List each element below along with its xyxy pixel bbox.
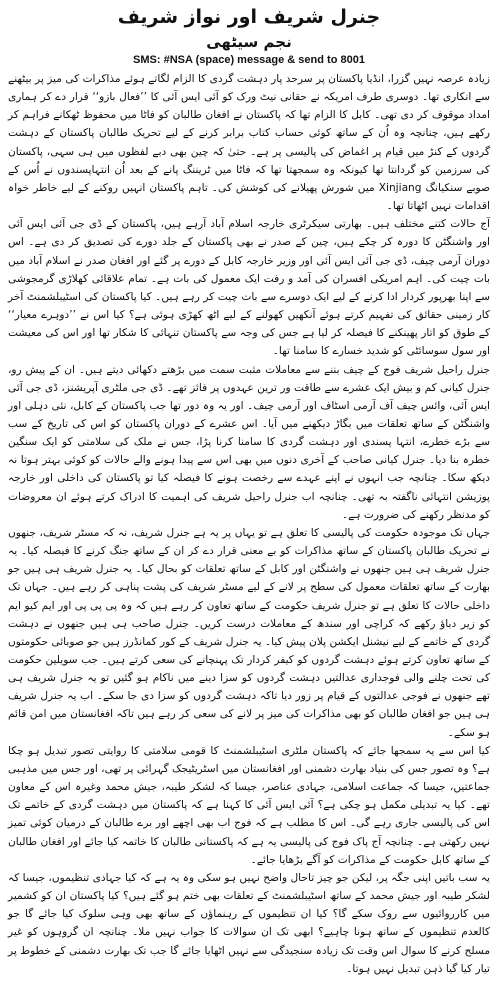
article-title: جنرل شریف اور نواز شریف — [117, 6, 381, 28]
article-paragraph-5: کیا اس سے یہ سمجھا جائے کہ پاکستان ملٹری اسٹیبلشمنٹ کا قومی سلامتی کا روایتی تصور تبدیل ہو چکا ہے؟ وہ تصور جس کی بنیاد بھارت دشمنی اور افغانستان میں اسٹریٹیجک گہرائی پر تھی، اور جس میں مذہبی جماعتیں، جیسا کہ جماعت اسلامی، جہادی عناصر، جیسا کہ لشکر طیبہ، جیش محمد وغیرہ اس کے معاون تھے۔ کیا یہ تبدیلی مکمل ہو چکی ہے؟ آئی ایس آئی کا کہنا ہے کہ پاکستان میں دہشت گردی کے خاتمے تک اس کی پالیسی جاری رہے گی۔ اس کا مطلب ہے کہ فوج اب بھی اچھے اور برے طالبان کے درمیان کوئی تمیز نہیں رکھتی ہے۔ چنانچہ آج پاک فوج کی پالیسی یہ ہے کہ پاکستانی طالبان کا خاتمہ کیا جائے اور افغان طالبان کے ساتھ کابل حکومت کے مذاکرات کو آگے بڑھایا جائے۔ — [8, 744, 490, 866]
sms-instruction: SMS: #NSA (space) message & send to 8001 — [133, 54, 365, 66]
article-paragraph-1: زیادہ عرصہ نہیں گزرا، انڈیا پاکستان پر سرحد پار دہشت گردی کا الزام لگاتے ہوئے مذاکرات کی میز پر بیٹھنے سے انکاری تھا۔ دوسری طرف امریکہ نے حقانی نیٹ ورک کو آئی ایس آئی کا ’’فعال بازو‘‘ قرار دے کر ہماری امداد موقوف کر دی تھی۔ کابل کا الزام تھا کہ پاکستان نے افغان طالبان کو فاٹا میں محفوظ ٹھکانے فراہم کر رکھے ہیں، چنانچہ وہ اُن کے ساتھ کوئی حساب کتاب برابر کرنے کے لیے تحریک طالبان پاکستان کے دہشت گردوں کے کنڑ میں قیام پر اغماض کی پالیسی پر ہے۔ حتیٰ کہ چین بھی دبے لفظوں میں ہی سہی، پاکستان کی سرزمین کو گردانتا تھا کیونکہ وہ سمجھتا تھا کہ فاٹا میں ٹریننگ پانے کے بعد اُن انتہاپسندوں نے اُس کے صوبے سنکیانگ Xinjiang میں شورش پھیلانے کی کوشش کی۔ تاہم پاکستان انہیں روکنے کے لیے خاطر خواہ اقدامات نہیں اٹھاتا تھا۔ — [8, 73, 490, 213]
article-paragraph-2: آج حالات کتنے مختلف ہیں۔ بھارتی سیکرٹری خارجہ اسلام آباد آرہے ہیں، پاکستان کے ڈی جی آئی ایس آئی اور واشنگٹن کا دورہ کر چکے ہیں، چین کے صدر نے بھی پاکستان کے جلد دورے کی تصدیق کر دی ہے۔ اس دوران آرمی چیف، ڈی جی آئی ایس آئی اور وزیر خارجہ کابل کے دورے پر گئے اور افغان صدر نے اسلام آباد میں بات چیت کی۔ اہم امریکی افسران کی آمد و رفت ایک معمول کی بات ہے۔ تمام علاقائی کھلاڑی گرمجوشی سے اپنا بھرپور کردار ادا کرنے کے لیے ایک دوسرے سے بات چیت کر رہے ہیں۔ کیا پاکستان کی اسٹیبلشمنٹ آخر کار زمینی حقائق کی تفہیم کرتے ہوئے آنکھیں کھولنے کے لیے اٹھ کھڑی ہوئی ہے؟ کیا اس نے ’’دوہرے معیار‘‘ کے طوق کو اتار پھینکنے کا فیصلہ کر لیا ہے جس کی وجہ سے پاکستان تنہائی کا شکار تھا اور اس کی معیشت اور سول سوسائٹی کو شدید خسارے کا سامنا تھا۔ — [8, 218, 490, 358]
author-name: نجم سیٹھی — [206, 33, 292, 51]
article-paragraph-6: یہ سب باتیں اپنی جگہ پر، لیکن جو چیز تاحال واضح نہیں ہو سکی وہ یہ ہے کہ کیا جہادی تنظیموں، جیسا کہ لشکر طیبہ اور جیش محمد کے ساتھ اسٹیبلشمنٹ کے تعلقات بھی ختم ہو گئے ہیں؟ کیا پاکستان ان کو کشمیر میں کارروائیوں سے روک سکے گا؟ کیا ان تنظیموں کے رہنماؤں کے ساتھ بھی وہی سلوک کیا جائے گا جو کالعدم تنظیموں کے ساتھ ہونا چاہیے؟ ابھی تک ان سوالات کا جواب نہیں ملا۔ چنانچہ ان گروہوں کو غیر مسلح کرنے کا سوال اس وقت تک زیادہ سنجیدگی سے نہیں اٹھایا جائے گا جب تک بھارت دشمنی کے خطوط پر تیار کیا گیا ذہن تبدیل نہیں ہوتا۔ — [8, 871, 490, 975]
article-body — [8, 70, 490, 978]
article-paragraph-3: جنرل راحیل شریف فوج کے چیف بننے سے معاملات مثبت سمت میں بڑھتے دکھائی دیتے ہیں۔ ان کے پیش رو، جنرل کیانی کم و بیش ایک عشرے سے طاقت ور ترین عہدوں پر فائز تھے۔ ڈی جی ملٹری آپریشنز، ڈی جی آئی ایس آئی، وائس چیف آف آرمی اسٹاف اور آرمی چیف۔ اور یہ وہ دور تھا جب پاکستان کے کابل، نئی دہلی اور واشنگٹن کے ساتھ تعلقات میں بگاڑ دیکھنے میں آیا۔ اس عشرے کے دوران پاکستان کو اس کی تاریخ کے سب سے بڑے خطرے، انتہا پسندی اور دہشت گردی کا سامنا کرنا پڑا، جس نے ملک کی سلامتی کو ایک سنگین خطرہ بنا دیا۔ جنرل کیانی صاحب کے آخری دنوں میں بھی اس سے پیدا ہونے والے حالات کو کوئی بہتر ہوتا نہ دیکھ سکا۔ چنانچہ جب انہوں نے اپنے عہدے سے رخصت ہونے کا فیصلہ کیا تو پاکستان کی داخلی اور خارجہ پوزیشن انتہائی ناگفتہ بہ تھی۔ چنانچہ اب جنرل راحیل شریف کی اہمیت کا ادراک کرتے ہوئے ان معروضات کو مدنظر رکھنے کی ضرورت ہے۔ — [8, 363, 490, 521]
article-paragraph-4: جہاں تک موجودہ حکومت کی پالیسی کا تعلق ہے تو یہاں پر یہ ہے جنرل شریف، نہ کہ مسٹر شریف، جنھوں نے تحریک طالبان پاکستان کے ساتھ مذاکرات کو بے معنی قرار دے کر ان کے ساتھ جنگ کرنے کا فیصلہ کیا۔ یہ جنرل شریف ہی ہیں جنھوں نے واشنگٹن اور کابل کے ساتھ تعلقات کو بحال کیا۔ یہ جنرل شریف ہی ہیں جو بھارت کے ساتھ تعلقات معمول کی سطح پر لانے کے لیے مسٹر شریف کی پشت پناہی کر رہے ہیں۔ جہاں تک داخلی حالات کا تعلق ہے تو جنرل شریف حکومت کے ساتھ تعاون کر رہے ہیں کہ وہ پی پی پی اور ایم کیو ایم کو زیر دباؤ رکھے کہ کراچی اور سندھ کے معاملات درست کریں۔ جنرل صاحب ہی ہیں جنھوں نے دہشت گردی کے خاتمے کے لیے نیشنل ایکشن پلان پیش کیا۔ یہ جنرل شریف کے کور کمانڈرز ہیں جو صوبائی حکومتوں کے ساتھ تعاون کرتے ہوئے دہشت گردوں کو کیفر کردار تک پہنچانے کی سعی کرتے ہیں۔ جب سویلین حکومت کی تحت چلنے والی فوجداری عدالتیں دہشت گردوں کو سزا دینے میں ناکام ہو گئیں تو یہ جنرل شریف ہی تھے جنھوں نے فوجی عدالتوں کے قیام پر زور دیا تاکہ دہشت گردوں کو سزا دی جا سکے۔ اب یہ جنرل شریف ہی ہیں جو افغان طالبان کو بھی مذاکرات کی میز پر لانے کی سعی کر رہے ہیں تاکہ افغانستان میں امن قائم ہو سکے۔ — [8, 526, 490, 739]
